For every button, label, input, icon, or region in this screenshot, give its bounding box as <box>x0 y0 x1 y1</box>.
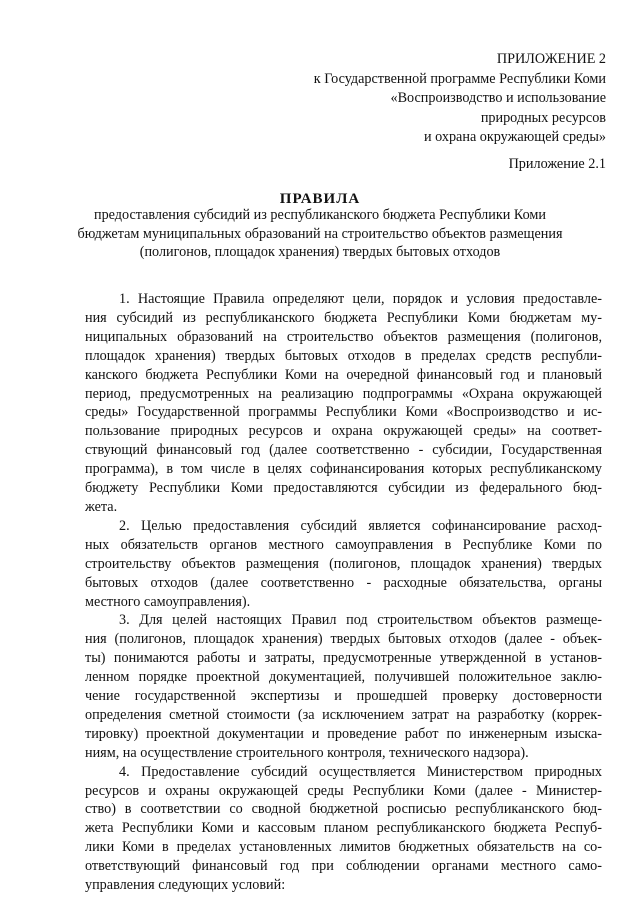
paragraph-line: 4. Предоставление субсидий осуществляется Министерством природных <box>119 763 602 780</box>
sub-appendix-label: Приложение 2.1 <box>508 156 606 172</box>
paragraph-line: управления следующих условий: <box>85 877 286 894</box>
paragraph-line: ниям, на осуществление строительного контроля, технического надзора). <box>85 744 529 761</box>
paragraph-line: ния субсидий из республиканского бюджета Республики Коми бюджетам му- <box>85 309 602 326</box>
paragraph-line: 2. Целью предоставления субсидий является софинансирование расход- <box>119 517 602 534</box>
paragraph-1 <box>85 290 602 517</box>
appendix-line: природных ресурсов <box>480 109 606 126</box>
appendix-line: и охрана окружающей среды» <box>423 129 606 145</box>
subtitle-line: бюджетам муниципальных образований на строительство объектов размещения <box>77 225 563 242</box>
paragraph-line: строительству объектов размещения (полигонов, площадок хранения) твердых <box>85 555 602 572</box>
subtitle-line: предоставления субсидий из республиканского бюджета Республики Коми <box>93 207 547 223</box>
paragraph-line: бытовых отходов (далее соответственно - расходные обязательства, органы <box>85 574 602 591</box>
paragraph-line: чение государственной экспертизы и прошедшей проверку достоверности <box>85 688 602 705</box>
paragraph-line: тировку) проектной документации и проведение работ по инженерным изыска- <box>85 725 602 742</box>
paragraph-line: ство) в соответствии со сводной бюджетной росписью республиканского бюд- <box>85 801 602 818</box>
appendix-line: «Воспроизводство и использование <box>390 90 606 106</box>
paragraph-line: местного самоуправления). <box>85 593 251 610</box>
document-subtitle <box>0 206 640 262</box>
paragraph-3 <box>85 611 602 762</box>
paragraph-line: ствующий финансовый год (далее соответственно - субсидии, Государственная <box>85 442 602 459</box>
paragraph-4 <box>85 763 602 895</box>
appendix-line: к Государственной программе Республики Коми <box>313 70 606 87</box>
paragraph-line: определения сметной стоимости (за исключением затрат на разработку (коррек- <box>85 706 602 723</box>
paragraph-line: ниципальных образований на строительство объектов размещения (полигонов, <box>85 328 602 345</box>
paragraph-line: канского бюджета Республики Коми на очередной финансовый год и плановый <box>85 366 602 383</box>
document-body <box>85 290 602 895</box>
paragraph-line: период, предусмотренных на реализацию подпрограммы «Охрана окружающей <box>85 385 602 402</box>
paragraph-line: пользование природных ресурсов и охрана окружающей среды» на соответ- <box>85 423 602 440</box>
document-title: ПРАВИЛА <box>279 191 361 207</box>
paragraph-line: бюджету Республики Коми предоставляются субсидии из федерального бюд- <box>85 480 602 497</box>
paragraph-line: жета Республики Коми и кассовым планом республиканского бюджета Респуб- <box>85 820 602 837</box>
paragraph-line: ты) понимаются работы и затраты, предусмотренные утвержденной в установ- <box>85 650 602 667</box>
paragraph-line: ных обязательств органов местного самоуправления в Республике Коми по <box>85 536 602 553</box>
paragraph-line: ответствующий финансовый год при соблюдении органами местного само- <box>85 858 602 875</box>
subtitle-line: (полигонов, площадок хранения) твердых бытовых отходов <box>139 244 501 260</box>
paragraph-line: ресурсов и охраны окружающей среды Республики Коми (далее - Министер- <box>85 782 602 799</box>
appendix-header <box>314 50 606 148</box>
paragraph-line: ленном порядке проектной документацией, получившей положительное заклю- <box>85 669 602 686</box>
paragraph-line: лики Коми в пределах установленных лимитов бюджетных обязательств на со- <box>85 839 602 856</box>
paragraph-line: ния (полигонов, площадок хранения) твердых бытовых отходов (далее - объек- <box>85 631 602 648</box>
paragraph-line: программа), в том числе в целях софинансирования которых республиканскому <box>85 461 602 478</box>
appendix-line: ПРИЛОЖЕНИЕ 2 <box>496 51 606 67</box>
paragraph-line: жета. <box>85 498 118 515</box>
paragraph-line: площадок хранения) твердых бытовых отходов в пределах средств республи- <box>85 347 602 364</box>
paragraph-line: среды» Государственной программы Республики Коми «Воспроизводство и ис- <box>85 404 602 421</box>
paragraph-2 <box>85 517 602 612</box>
paragraph-line: 1. Настоящие Правила определяют цели, порядок и условия предоставле- <box>119 291 602 307</box>
paragraph-line: 3. Для целей настоящих Правил под строительством объектов размеще- <box>119 612 602 629</box>
